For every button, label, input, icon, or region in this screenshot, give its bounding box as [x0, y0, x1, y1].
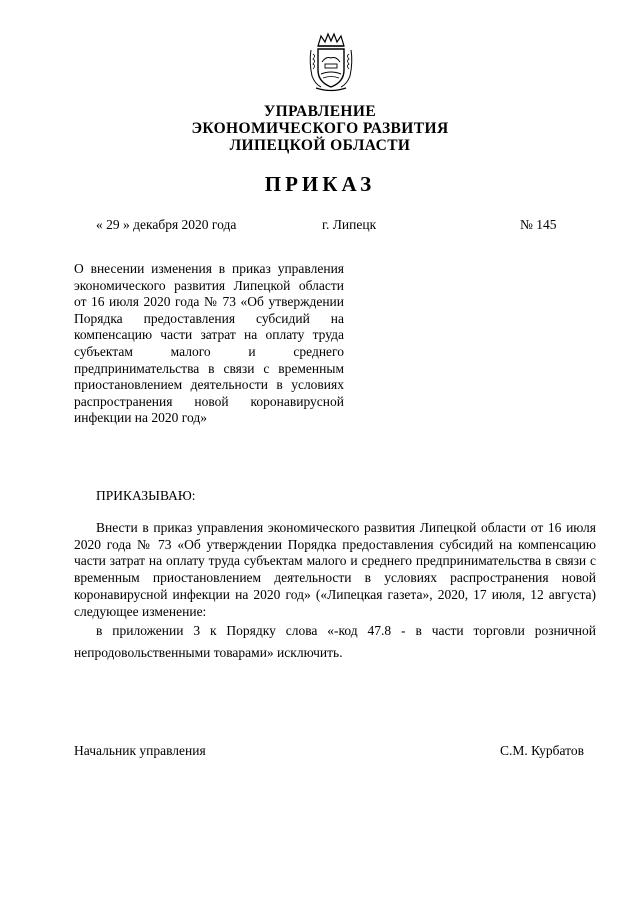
- agency-name-line-1: УПРАВЛЕНИЕ: [263, 103, 377, 120]
- order-verb: ПРИКАЗЫВАЮ:: [96, 488, 196, 503]
- signature-position: Начальник управления: [74, 743, 206, 758]
- body-paragraph-2: в приложении 3 к Порядку слова «-код 47.8 - в части торговли розничной непродовольственными товарами» исключить.: [74, 623, 596, 660]
- coat-of-arms-icon: [308, 32, 354, 94]
- document-title: ПРИКАЗ: [264, 172, 376, 196]
- agency-name-line-3: ЛИПЕЦКОЙ ОБЛАСТИ: [229, 137, 411, 154]
- order-subject: О внесении изменения в приказ управления экономического развития Липецкой области от 16 июля 2020 года № 73 «Об утверждении Порядка предоставления субсидий на компенсацию части затрат на оплату труда субъектам малого и среднего предпринимательства в связи с временным приостановлением деятельности в условиях распространения новой коронавирусной инфекции на 2020 год»: [74, 261, 344, 426]
- body-paragraph-1: Внести в приказ управления экономического развития Липецкой области от 16 июля 2020 года № 73 «Об утверждении Порядка предоставления субсидий на компенсацию части затрат на оплату труда субъектам малого и среднего предпринимательства в связи с временным приостановлением деятельности в условиях распространения новой коронавирусной инфекции на 2020 год» («Липецкая газета», 2020, 17 июля, 12 августа) следующее изменение:: [74, 520, 596, 619]
- order-city: г. Липецк: [322, 217, 377, 232]
- signature-name: С.М. Курбатов: [500, 743, 584, 758]
- agency-name-line-2: ЭКОНОМИЧЕСКОГО РАЗВИТИЯ: [191, 120, 449, 137]
- order-number: № 145: [520, 217, 557, 232]
- order-date: « 29 » декабря 2020 года: [96, 217, 237, 232]
